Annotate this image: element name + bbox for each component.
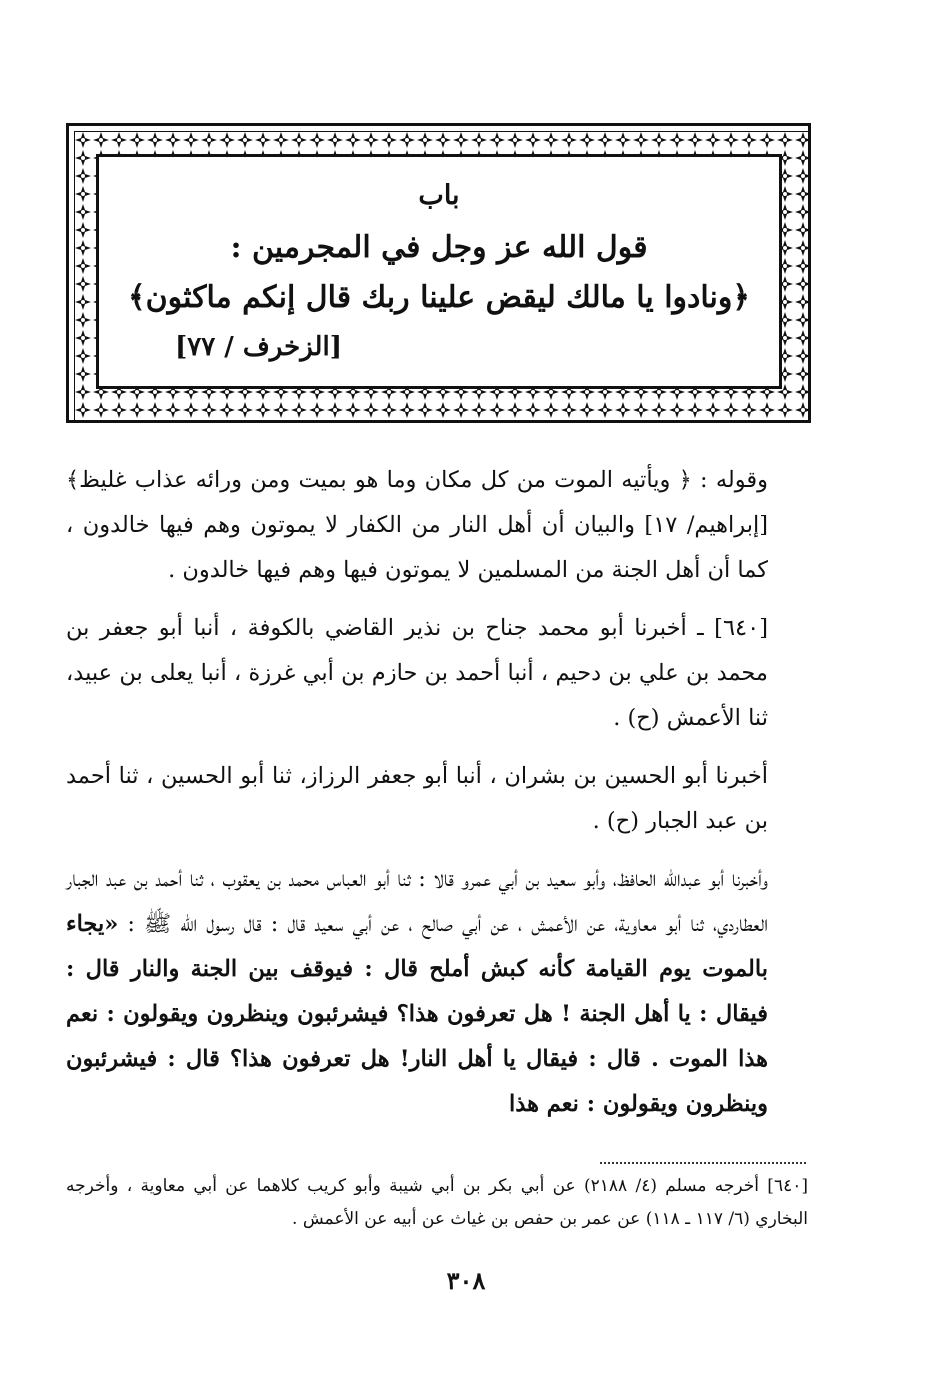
isnad-text: وأخبرنا أبو عبدالله الحافظ، وأبو سعيد بن أبي عمرو قالا : ثنا أبو العباس محمد بن يعقوب ، ثنا أحمد بن عبد الجبار العطاردي، ثنا أبو معاوية، عن الأعمش ، عن أبي صالح ، عن أبي سعيد قال : قال رسول الله ﷺ : — [66, 866, 768, 937]
chapter-heading: باب — [418, 180, 460, 211]
page-number: ٣٠٨ — [446, 1266, 486, 1295]
paragraph-isnad-3 — [66, 857, 808, 1127]
hadith-text: «يجاء بالموت يوم القيامة كأنه كبش أملح قال : فيوقف بين الجنة والنار قال : فيقال : يا أهل الجنة ! هل تعرفون هذا؟ فيشرئبون وينظرون ويقولون : نعم هذا الموت . قال : فيقال يا أهل النار! هل تعرفون هذا؟ قال : فيشرئبون وينظرون ويقولون : نعم هذا — [66, 911, 768, 1117]
chapter-subtitle: قول الله عز وجل في المجرمين : — [230, 230, 648, 265]
paragraph-isnad-2: أخبرنا أبو الحسين بن بشران ، أنبا أبو جعفر الرزاز، ثنا أبو الحسين ، ثنا أحمد بن عبد الجبار (ح) . — [66, 763, 768, 834]
paragraph-isnad-640: [٦٤٠] ـ أخبرنا أبو محمد جناح بن نذير القاضي بالكوفة ، أنبا أبو جعفر بن محمد بن علي بن دحيم ، أنبا أحمد بن حازم بن أبي غرزة ، أنبا يعلى بن عبيد، ثنا الأعمش (ح) . — [66, 615, 768, 731]
footnote-separator — [600, 1162, 806, 1164]
main-text — [66, 458, 808, 1140]
quran-verse: ﴿ونادوا يا مالك ليقض علينا ربك قال إنكم ماكثون﴾ — [128, 280, 750, 315]
verse-citation: [الزخرف / ٧٧] — [174, 332, 342, 362]
paragraph-intro: وقوله : ﴿ ويأتيه الموت من كل مكان وما هو بميت ومن ورائه عذاب غليظ﴾ [إبراهيم/ ١٧] والبيان أن أهل النار من الكفار لا يموتون وهم فيها خالدون ، كما أن أهل الجنة من المسلمين لا يموتون فيها وهم فيها خالدون . — [66, 467, 768, 583]
chapter-title — [96, 158, 782, 386]
footnote: [٦٤٠] أخرجه مسلم (٤/ ٢١٨٨) عن أبي بكر بن أبي شيبة وأبو كريب كلاهما عن أبي معاوية ، وأخرجه البخاري (٦/ ١١٧ ـ ١١٨) عن عمر بن حفص بن غياث عن أبيه عن الأعمش . — [66, 1176, 808, 1229]
